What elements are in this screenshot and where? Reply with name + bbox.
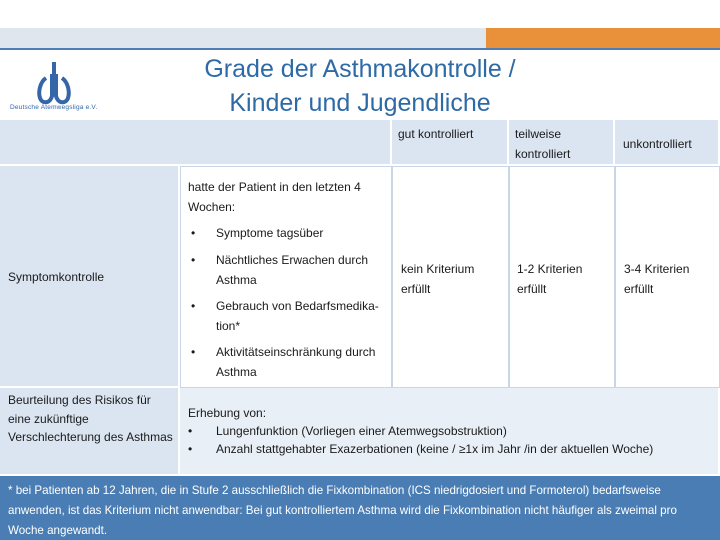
header-cell-gut [392, 120, 509, 166]
risk-item-text: Lungenfunktion (Vorliegen einer Atemwegsobstruktion) [216, 424, 507, 438]
symptom-item-text: Aktivitätseinschränkung durch Asthma [216, 345, 376, 379]
header-divider [0, 48, 720, 50]
symptom-gut: kein Kriterium erfüllt [401, 262, 475, 296]
symptom-item-text: Nächtliches Erwachen durch Asthma [216, 253, 369, 287]
title-line-2: Kinder und Jugendliche [229, 89, 491, 117]
page-title [150, 52, 570, 120]
accent-bar [486, 28, 720, 48]
risk-intro: Erhebung von: [188, 406, 267, 420]
title-line-1: Grade der Asthmakontrolle / [204, 55, 516, 83]
symptom-teilweise-cell [509, 166, 615, 388]
header-unkontrolliert: unkontrolliert [623, 137, 692, 151]
symptom-gut-cell [392, 166, 509, 388]
bullet-icon: • [191, 345, 196, 359]
symptom-label: Symptomkontrolle [8, 270, 105, 284]
logo-text: Deutsche Atemwegsliga e.V. [10, 104, 98, 111]
header-teilweise: teilweise kontrolliert [515, 127, 571, 161]
header-empty-cell [0, 120, 392, 166]
footnote: * bei Patienten ab 12 Jahren, die in Stufe 2 ausschließlich die Fixkombination (ICS niedrigdosiert und Formoterol) bedarfsweise anwenden, ist das Kriterium nicht anwendbar: Bei gut kontrolliertem Asthma wird die Fixkombination nicht häufiger als zweimal pro Woche angewandt. [0, 476, 720, 540]
symptom-label-cell [0, 166, 180, 388]
symptom-question: hatte der Patient in den letzten 4 Wochen: [188, 180, 361, 214]
bullet-icon: • [188, 424, 193, 438]
bullet-icon: • [188, 442, 193, 456]
symptom-unkontrolliert: 3-4 Kriterien erfüllt [624, 262, 690, 296]
header-cell-teilweise [509, 120, 615, 166]
risk-details-cell [180, 388, 720, 476]
risk-label: Beurteilung des Risikos für eine zukünftige Verschlechterung des Asthmas [8, 393, 173, 444]
symptom-unkontrolliert-cell [615, 166, 720, 388]
symptom-criteria-cell [180, 166, 392, 388]
bullet-icon: • [191, 226, 196, 240]
risk-item-text: Anzahl stattgehabter Exazerbationen (keine / ≥1x im Jahr /in der aktuellen Woche) [216, 442, 654, 456]
risk-label-cell [0, 388, 180, 476]
bullet-icon: • [191, 253, 196, 267]
header-cell-unkontrolliert [615, 120, 720, 166]
bullet-icon: • [191, 299, 196, 313]
symptom-teilweise: 1-2 Kriterien erfüllt [517, 262, 583, 296]
symptom-item-text: Gebrauch von Bedarfsmedika-tion* [216, 299, 379, 333]
header-gut: gut kontrolliert [398, 127, 474, 141]
symptom-item-text: Symptome tagsüber [216, 226, 324, 240]
